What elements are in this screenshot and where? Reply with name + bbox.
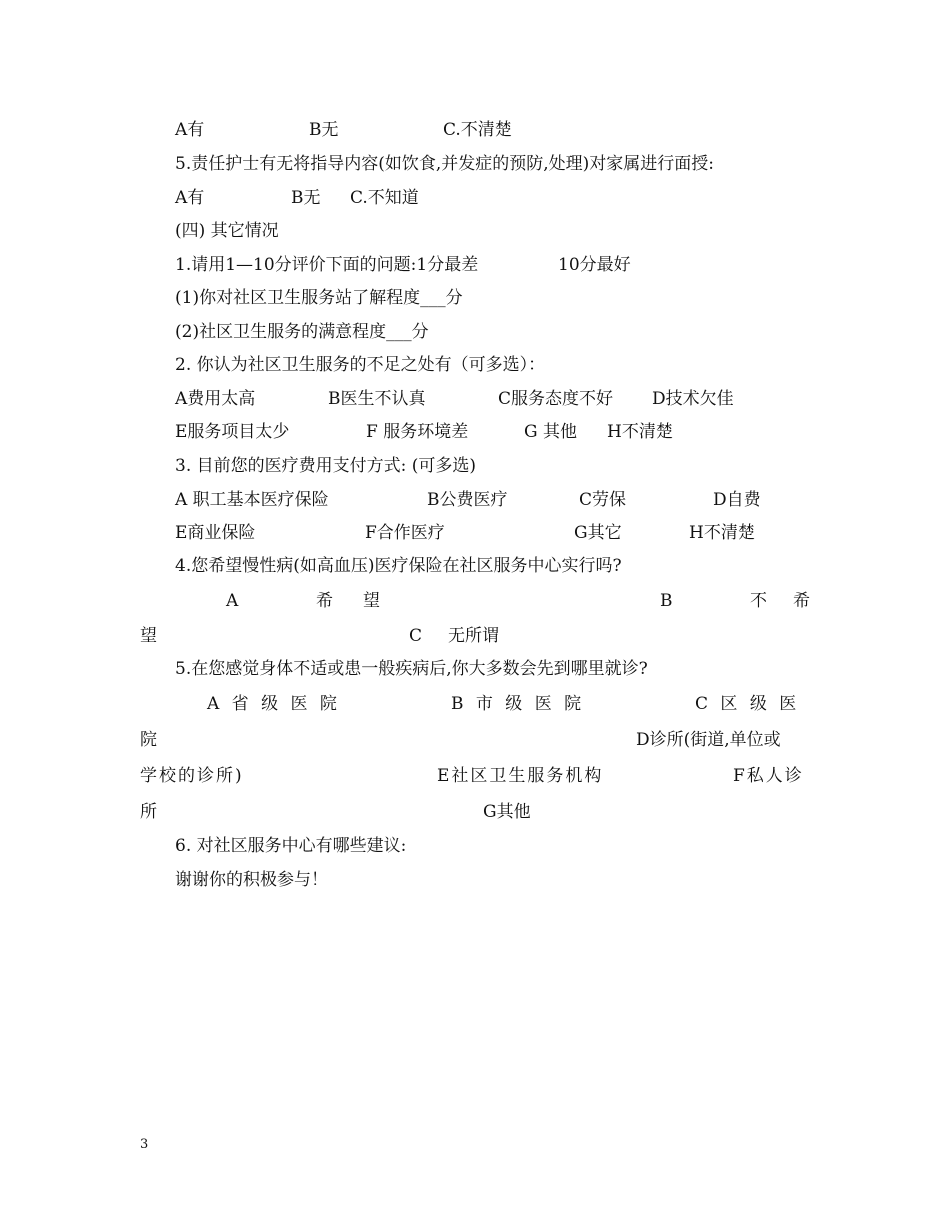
option-c-letter: C — [409, 626, 423, 646]
option-a: A 职工基本医疗保险 — [175, 490, 329, 510]
option-b: B 市 级 医 院 — [451, 694, 582, 714]
option-c: C.不清楚 — [443, 120, 512, 140]
question-text: 1.请用1—10分评价下面的问题:1分最差 — [175, 255, 479, 275]
question-text: 2. 你认为社区卫生服务的不足之处有（可多选）： — [175, 355, 546, 375]
option-a: A有 — [175, 120, 205, 140]
option-a: A费用太高 — [175, 389, 256, 409]
option-b: B无 — [309, 120, 339, 140]
option-a: A 省 级 医 院 — [207, 694, 337, 714]
option-f: F合作医疗 — [365, 523, 445, 543]
option-b-letter: B — [660, 591, 673, 611]
option-h: H不清楚 — [689, 523, 755, 543]
option-a: A有 — [175, 188, 205, 208]
option-g: G其它 — [574, 523, 622, 543]
option-d: D技术欠佳 — [652, 389, 734, 409]
option-b-char-2: 希 — [793, 591, 810, 611]
question-text: 3. 目前您的医疗费用支付方式: (可多选) — [175, 456, 477, 476]
option-f-end: 所 — [140, 802, 157, 822]
page-number: 3 — [140, 1137, 149, 1152]
option-d-end: 学校的诊所) — [140, 766, 244, 786]
option-a-char-2: 望 — [363, 591, 380, 611]
option-b: B公费医疗 — [427, 490, 508, 510]
section-title: (四) 其它情况 — [175, 221, 279, 241]
option-b: B无 — [291, 188, 321, 208]
option-b: B医生不认真 — [328, 389, 426, 409]
sub-question-text: (2)社区卫生服务的满意程度___分 — [175, 322, 429, 342]
option-e: E服务项目太少 — [175, 422, 290, 442]
option-g: G其他 — [483, 802, 531, 822]
option-f: F 服务环境差 — [366, 422, 469, 442]
option-c-text: 无所谓 — [448, 626, 499, 646]
option-e: E商业保险 — [175, 523, 256, 543]
option-g: G 其他 — [524, 422, 577, 442]
option-f: F私人诊 — [733, 766, 804, 786]
question-text: 4.您希望慢性病(如高血压)医疗保险在社区服务中心实行吗? — [175, 556, 622, 576]
question-text: 5.责任护士有无将指导内容(如饮食,并发症的预防,处理)对家属进行面授: — [175, 154, 715, 174]
option-d: D自费 — [713, 490, 761, 510]
question-text: 6. 对社区服务中心有哪些建议: — [175, 836, 407, 856]
sub-question-text: (1)你对社区卫生服务站了解程度___分 — [175, 288, 463, 308]
option-c: C劳保 — [579, 490, 627, 510]
option-c-end: 院 — [140, 730, 157, 750]
option-a-letter: A — [226, 591, 239, 611]
option-b-char-3: 望 — [140, 626, 157, 646]
question-text: 5.在您感觉身体不适或患一般疾病后,你大多数会先到哪里就诊? — [175, 659, 648, 679]
option-d: D诊所(街道,单位或 — [636, 730, 781, 750]
option-a-char-1: 希 — [316, 591, 333, 611]
option-b-char-1: 不 — [750, 591, 767, 611]
option-h: H不清楚 — [607, 422, 673, 442]
option-c: C.不知道 — [350, 188, 419, 208]
rating-max-text: 10分最好 — [558, 255, 631, 275]
option-e: E社区卫生服务机构 — [437, 766, 604, 786]
option-c: C服务态度不好 — [498, 389, 614, 409]
option-c: C 区 级 医 — [695, 694, 797, 714]
thanks-text: 谢谢你的积极参与！ — [175, 870, 328, 890]
